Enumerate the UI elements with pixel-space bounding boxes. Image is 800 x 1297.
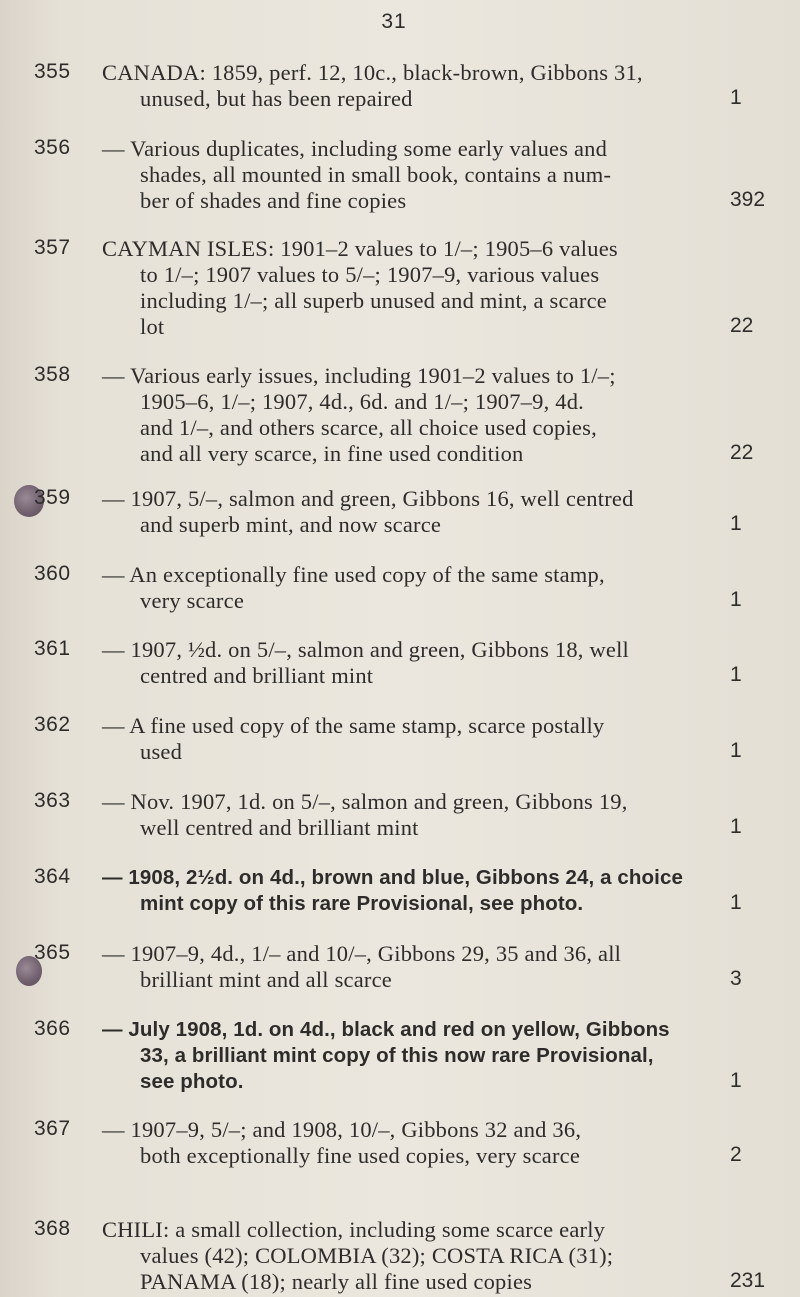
lot-price: 1: [730, 512, 742, 535]
description-line: — July 1908, 1d. on 4d., black and red on yellow, Gibbons: [102, 1018, 670, 1041]
lot-number: 355: [34, 60, 71, 83]
description-line: values (42); COLOMBIA (32); COSTA RICA (31);: [140, 1243, 614, 1268]
description-line: — 1908, 2½d. on 4d., brown and blue, Gibbons 24, a choice: [102, 866, 683, 889]
description-line: including 1/–; all superb unused and mint, a scarce: [140, 288, 607, 313]
description-line: 33, a brilliant mint copy of this now rare Provisional,: [140, 1044, 654, 1067]
lot-description: [102, 637, 702, 689]
lot-description: [102, 363, 702, 467]
description-line: — 1907, ½d. on 5/–, salmon and green, Gibbons 18, well: [102, 637, 629, 662]
lot-number: 356: [34, 136, 71, 159]
description-line: and all very scarce, in fine used condition: [140, 441, 524, 466]
lot-number: 360: [34, 562, 71, 585]
description-line: CANADA: 1859, perf. 12, 10c., black-brown, Gibbons 31,: [102, 60, 643, 85]
lot-price: 2: [730, 1143, 742, 1166]
lot-description: [102, 60, 702, 112]
description-line: brilliant mint and all scarce: [140, 967, 392, 992]
lot-number: 366: [34, 1017, 71, 1040]
lot-number: 359: [34, 486, 71, 509]
lot-description: [102, 1017, 702, 1095]
lot-description: [102, 1117, 702, 1169]
lot-number: 358: [34, 363, 71, 386]
description-line: and 1/–, and others scarce, all choice used copies,: [140, 415, 597, 440]
description-line: PANAMA (18); nearly all fine used copies: [140, 1269, 533, 1294]
description-line: unused, but has been repaired: [140, 86, 413, 111]
lot-price: 22: [730, 314, 754, 337]
description-line: see photo.: [140, 1070, 244, 1093]
description-line: to 1/–; 1907 values to 5/–; 1907–9, various values: [140, 262, 600, 287]
lot-number: 364: [34, 865, 71, 888]
lot-number: 368: [34, 1217, 71, 1240]
lot-description: [102, 486, 702, 538]
lot-price: 392: [730, 188, 766, 211]
lot-price: 1: [730, 663, 742, 686]
lot-price: 231: [730, 1269, 766, 1292]
description-line: mint copy of this rare Provisional, see photo.: [140, 892, 584, 915]
lot-description: [102, 789, 702, 841]
lot-description: [102, 865, 702, 917]
lot-number: 362: [34, 713, 71, 736]
description-line: used: [140, 739, 183, 764]
lot-description: [102, 713, 702, 765]
lot-description: [102, 136, 702, 214]
description-line: — 1907–9, 4d., 1/– and 10/–, Gibbons 29, 35 and 36, all: [102, 941, 622, 966]
description-line: centred and brilliant mint: [140, 663, 374, 688]
lot-number: 361: [34, 637, 71, 660]
lot-number: 365: [34, 941, 71, 964]
lot-price: 1: [730, 739, 742, 762]
lot-price: 1: [730, 891, 742, 914]
lot-description: [102, 1217, 702, 1295]
lot-price: 1: [730, 588, 742, 611]
lot-price: 22: [730, 441, 754, 464]
description-line: 1905–6, 1/–; 1907, 4d., 6d. and 1/–; 1907–9, 4d.: [140, 389, 584, 414]
description-line: shades, all mounted in small book, contains a num-: [140, 162, 612, 187]
description-line: CAYMAN ISLES: 1901–2 values to 1/–; 1905–6 values: [102, 236, 618, 261]
description-line: — 1907, 5/–, salmon and green, Gibbons 16, well centred: [102, 486, 634, 511]
lot-number: 363: [34, 789, 71, 812]
description-line: — A fine used copy of the same stamp, scarce postally: [102, 713, 605, 738]
description-line: lot: [140, 314, 165, 339]
lot-price: 1: [730, 815, 742, 838]
lot-number: 357: [34, 236, 71, 259]
description-line: — Nov. 1907, 1d. on 5/–, salmon and green, Gibbons 19,: [102, 789, 628, 814]
description-line: — Various early issues, including 1901–2 values to 1/–;: [102, 363, 616, 388]
lot-price: 1: [730, 86, 742, 109]
description-line: ber of shades and fine copies: [140, 188, 407, 213]
lot-description: [102, 941, 702, 993]
description-line: very scarce: [140, 588, 244, 613]
description-line: — 1907–9, 5/–; and 1908, 10/–, Gibbons 32 and 36,: [102, 1117, 582, 1142]
description-line: both exceptionally fine used copies, very scarce: [140, 1143, 581, 1168]
lot-price: 1: [730, 1069, 742, 1092]
description-line: well centred and brilliant mint: [140, 815, 419, 840]
lot-number: 367: [34, 1117, 71, 1140]
lot-description: [102, 562, 702, 614]
lot-description: [102, 236, 702, 340]
description-line: CHILI: a small collection, including some scarce early: [102, 1217, 606, 1242]
description-line: — An exceptionally fine used copy of the same stamp,: [102, 562, 605, 587]
page-number: 31: [381, 10, 407, 33]
lot-price: 3: [730, 967, 742, 990]
description-line: — Various duplicates, including some early values and: [102, 136, 608, 161]
description-line: and superb mint, and now scarce: [140, 512, 442, 537]
